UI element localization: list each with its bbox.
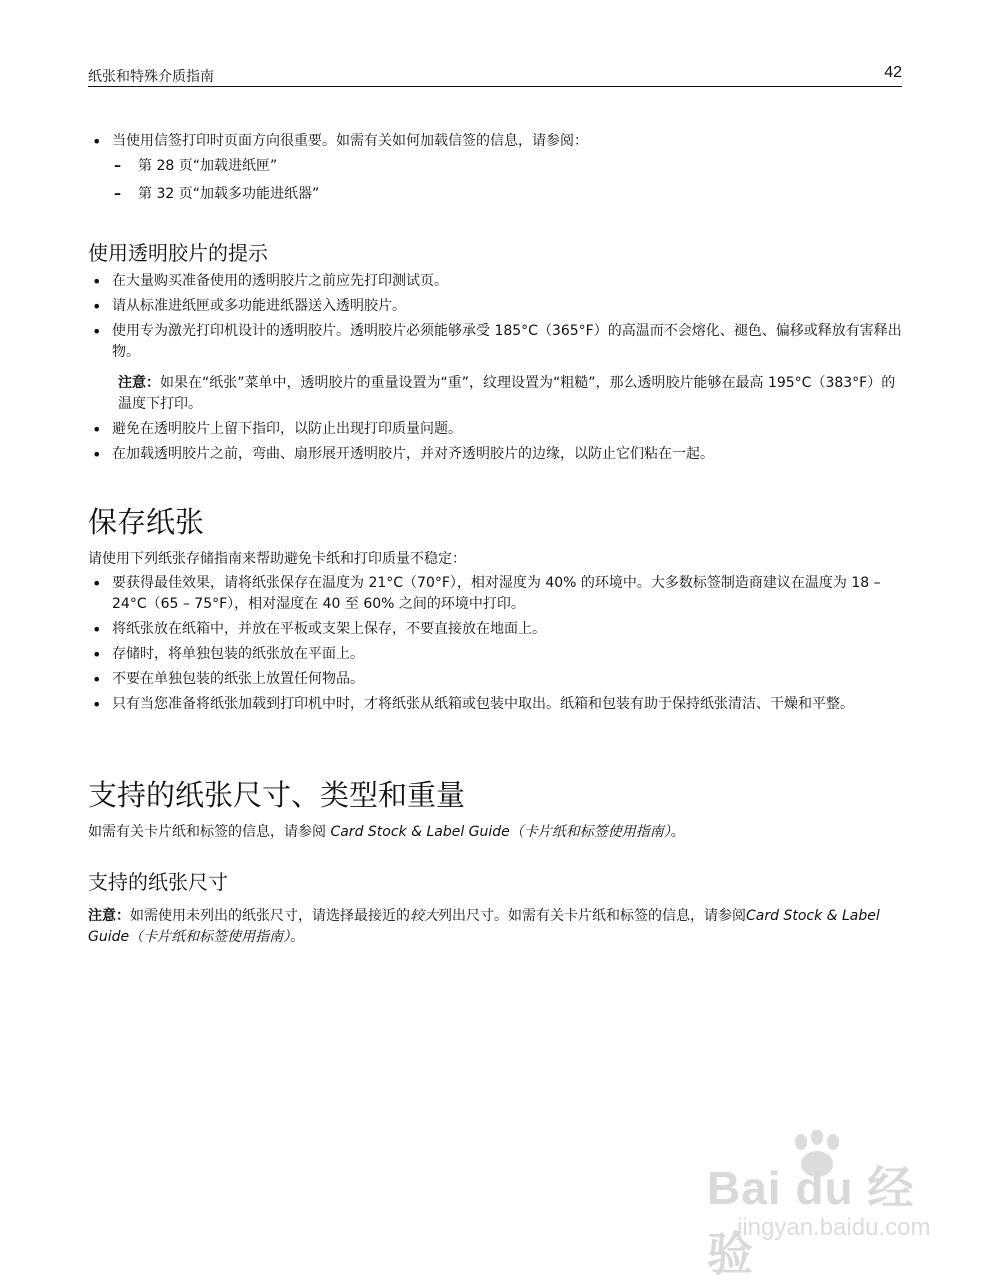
list-item: • 使用专为激光打印机设计的透明胶片。透明胶片必须能够承受 185°C（365°F）的高温而不会熔化、褪色、偏移或释放有害释出物。 — [88, 321, 902, 363]
section-heading: 保存纸张 — [88, 505, 205, 539]
note-text: 如果在“纸张”菜单中，透明胶片的重量设置为“重”，纹理设置为“粗糙”，那么透明胶片能够在最高 195°C（383°F）的温度下打印。 — [118, 375, 896, 412]
sub-list-item: – 第 32 页“加载多功能进纸器” — [88, 184, 902, 205]
note — [88, 906, 902, 948]
list-item: • 不要在单独包装的纸张上放置任何物品。 — [88, 669, 902, 690]
intro-end: 。 — [670, 824, 685, 840]
sub-list-item: – 第 28 页“加载进纸匣” — [88, 156, 902, 177]
note-end: 。 — [290, 929, 305, 945]
page-number: 42 — [884, 64, 902, 81]
list-item: • 要获得最佳效果，请将纸张保存在温度为 21°C（70°F），相对湿度为 40% 的环境中。大多数标签制造商建议在温度为 18 – 24°C（65 – 75°F），相对湿度在 40 至 60% 之间的环境中打印。 — [88, 573, 902, 615]
note-text: 如需使用未列出的纸张尺寸，请选择最接近的 — [130, 908, 410, 924]
note-label: 注意： — [88, 908, 130, 924]
subsection-heading: 支持的纸张尺寸 — [88, 870, 228, 894]
note — [88, 373, 902, 415]
list-item: • 存储时，将单独包装的纸张放在平面上。 — [88, 644, 902, 665]
watermark — [687, 1130, 931, 1280]
intro-text: 如需有关卡片纸和标签的信息，请参阅 — [88, 824, 331, 840]
watermark-url: jingyan.baidu.com — [737, 1214, 931, 1241]
note-label: 注意： — [118, 375, 160, 391]
supported-section — [88, 777, 902, 948]
note-emphasis: 较大 — [410, 908, 438, 924]
intro-paragraph: 请使用下列纸张存储指南来帮助避免卡纸和打印质量不稳定： — [88, 551, 466, 567]
page-header — [88, 64, 902, 87]
transparency-section — [88, 240, 902, 465]
watermark-logo: Bai du 经验 — [707, 1162, 915, 1280]
list-item: • 在大量购买准备使用的透明胶片之前应先打印测试页。 — [88, 271, 902, 292]
list-item: • 当使用信签打印时页面方向很重要。如需有关如何加载信签的信息，请参阅： — [88, 131, 902, 152]
list-item: • 将纸张放在纸箱中，并放在平板或支架上保存，不要直接放在地面上。 — [88, 619, 902, 640]
section-heading: 支持的纸张尺寸、类型和重量 — [88, 778, 466, 812]
intro-paragraph — [88, 822, 902, 843]
header-title: 纸张和特殊介质指南 — [88, 69, 214, 85]
guide-reference: Card Stock & Label Guide（卡片纸和标签使用指南） — [88, 908, 880, 945]
storing-section — [88, 504, 902, 715]
list-item: • 避免在透明胶片上留下指印，以防止出现打印质量问题。 — [88, 419, 902, 440]
letterhead-section — [88, 131, 902, 205]
list-item: • 在加载透明胶片之前，弯曲、扇形展开透明胶片，并对齐透明胶片的边缘，以防止它们粘在一起。 — [88, 444, 902, 465]
list-item: • 只有当您准备将纸张加载到打印机中时，才将纸张从纸箱或包装中取出。纸箱和包装有助于保持纸张清洁、干燥和平整。 — [88, 694, 902, 715]
note-text: 列出尺寸。如需有关卡片纸和标签的信息，请参阅 — [438, 908, 746, 924]
list-item: • 请从标准进纸匣或多功能进纸器送入透明胶片。 — [88, 296, 902, 317]
section-heading: 使用透明胶片的提示 — [88, 241, 268, 265]
guide-reference: Card Stock & Label Guide（卡片纸和标签使用指南） — [330, 824, 671, 840]
